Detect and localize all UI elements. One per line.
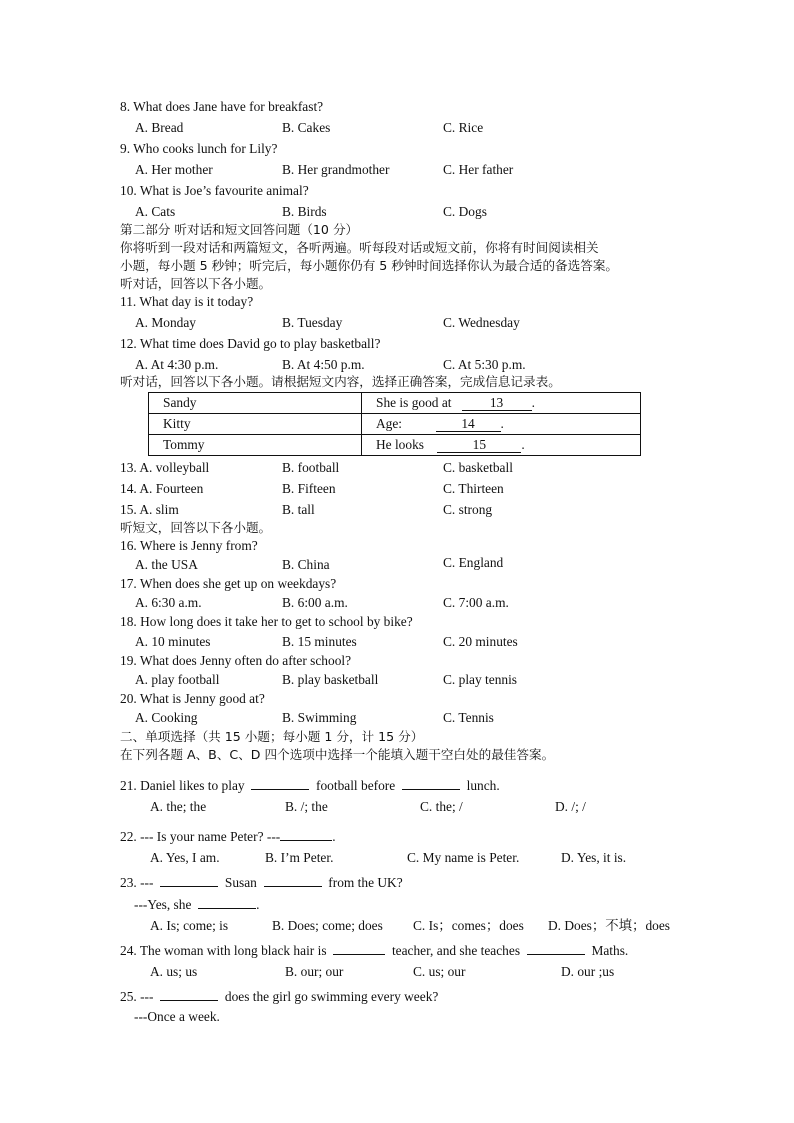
q11-stem: 11. What day is it today?: [120, 294, 254, 309]
q17-option-b: B. 6:00 a.m.: [282, 595, 348, 610]
q23-text-1: 23. ---: [120, 875, 154, 890]
q24-text-2: teacher, and she teaches: [391, 943, 521, 958]
q10-option-c: C. Dogs: [443, 204, 487, 219]
q13-option-b: B. football: [282, 460, 340, 475]
part2-title: 第二部分 听对话和短文回答问题（10 分）: [120, 222, 359, 237]
table-row: [149, 414, 641, 435]
q11-option-c: C. Wednesday: [443, 315, 520, 330]
table-cell-label: She is good at: [376, 395, 452, 410]
q23-option-c: C. Is；comes；does: [413, 918, 524, 933]
q22-option-b: B. I’m Peter.: [265, 850, 334, 865]
q18-stem: 18. How long does it take her to get to school by bike?: [120, 614, 413, 629]
q19-option-a: A. play football: [135, 672, 220, 687]
q23-option-b: B. Does; come; does: [272, 918, 383, 933]
q17-stem: 17. When does she get up on weekdays?: [120, 576, 337, 591]
q23-blank-1[interactable]: [160, 873, 218, 887]
q15-option-c: C. strong: [443, 502, 493, 517]
table-cell-label: Age:: [376, 416, 403, 431]
q22-text-1: 22. --- Is your name Peter? ---: [120, 829, 281, 844]
q22-option-c: C. My name is Peter.: [407, 850, 520, 865]
q23-line2-text: ---Yes, she: [134, 897, 192, 912]
q23-stem: [120, 873, 403, 891]
q24-text-3: Maths.: [591, 943, 629, 958]
q22-text-2: .: [332, 829, 336, 844]
q21-blank-2[interactable]: [402, 776, 460, 790]
q24-stem: [120, 941, 628, 959]
q9-option-a: A. Her mother: [135, 162, 213, 177]
table-cell-name: Sandy: [149, 393, 362, 414]
part2-instruction-3: 听对话，回答以下各小题。: [120, 276, 272, 291]
q11-option-a: A. Monday: [135, 315, 196, 330]
q21-text-1: 21. Daniel likes to play: [120, 778, 245, 793]
q15-option-a: 15. A. slim: [120, 502, 179, 517]
q24-option-c: C. us; our: [413, 964, 466, 979]
q12-option-a: A. At 4:30 p.m.: [135, 357, 219, 372]
table-cell-name: Kitty: [149, 414, 362, 435]
q24-blank-2[interactable]: [527, 941, 585, 955]
q23-text-3: from the UK?: [328, 875, 403, 890]
q18-option-a: A. 10 minutes: [135, 634, 211, 649]
q12-stem: 12. What time does David go to play basketball?: [120, 336, 381, 351]
answer-blank-15[interactable]: 15: [437, 437, 521, 453]
q22-stem: [120, 827, 336, 845]
q17-option-c: C. 7:00 a.m.: [443, 595, 509, 610]
q23-blank-3[interactable]: [198, 895, 256, 909]
q16-option-a: A. the USA: [135, 557, 198, 572]
q14-option-a: 14. A. Fourteen: [120, 481, 204, 496]
q21-option-c: C. the; /: [420, 799, 463, 814]
q22-option-d: D. Yes, it is.: [561, 850, 627, 865]
q24-blank-1[interactable]: [333, 941, 385, 955]
q8-option-a: A. Bread: [135, 120, 184, 135]
table-cell-info: Age: 14 .: [362, 414, 641, 435]
q16-option-b: B. China: [282, 557, 330, 572]
q16-option-c: C. England: [443, 555, 504, 570]
q14-option-c: C. Thirteen: [443, 481, 504, 496]
q24-option-a: A. us; us: [150, 964, 198, 979]
q25-text-2: does the girl go swimming every week?: [224, 989, 439, 1004]
info-record-table: [148, 392, 641, 456]
table-cell-name: Tommy: [149, 435, 362, 456]
q19-option-b: B. play basketball: [282, 672, 379, 687]
q10-stem: 10. What is Joe’s favourite animal?: [120, 183, 309, 198]
q17-option-a: A. 6:30 a.m.: [135, 595, 202, 610]
q12-option-b: B. At 4:50 p.m.: [282, 357, 365, 372]
q9-stem: 9. Who cooks lunch for Lily?: [120, 141, 278, 156]
q21-option-b: B. /; the: [285, 799, 328, 814]
q20-option-a: A. Cooking: [135, 710, 198, 725]
table-cell-label: He looks: [376, 437, 424, 452]
q9-option-b: B. Her grandmother: [282, 162, 390, 177]
q21-text-3: lunch.: [466, 778, 500, 793]
q13-option-c: C. basketball: [443, 460, 513, 475]
q21-option-d: D. /; /: [555, 799, 586, 814]
q25-answer-line: ---Once a week.: [134, 1009, 220, 1024]
answer-blank-13[interactable]: 13: [462, 395, 532, 411]
q20-stem: 20. What is Jenny good at?: [120, 691, 265, 706]
q21-blank-1[interactable]: [251, 776, 309, 790]
q21-text-2: football before: [316, 778, 396, 793]
q22-option-a: A. Yes, I am.: [150, 850, 220, 865]
q23-option-d: D. Does；不填；does: [548, 918, 670, 933]
q16-stem: 16. Where is Jenny from?: [120, 538, 258, 553]
q23-option-a: A. Is; come; is: [150, 918, 229, 933]
q11-option-b: B. Tuesday: [282, 315, 343, 330]
q12-option-c: C. At 5:30 p.m.: [443, 357, 526, 372]
q24-text-1: 24. The woman with long black hair is: [120, 943, 327, 958]
passage-instruction: 听短文，回答以下各小题。: [120, 520, 272, 535]
table-row: [149, 435, 641, 456]
table-instruction: 听对话，回答以下各小题。请根据短文内容，选择正确答案，完成信息记录表。: [120, 374, 561, 389]
q19-stem: 19. What does Jenny often do after school?: [120, 653, 352, 668]
q23-answer-line: [134, 895, 259, 913]
section2-title: 二、单项选择（共 15 小题；每小题 1 分，计 15 分）: [120, 729, 424, 744]
part2-instruction-2: 小题，每小题 5 秒钟；听完后，每小题你仍有 5 秒钟时间选择你认为最合适的备选答案。: [120, 258, 619, 273]
q24-option-d: D. our ;us: [561, 964, 615, 979]
q10-option-a: A. Cats: [135, 204, 176, 219]
q8-option-c: C. Rice: [443, 120, 484, 135]
q21-option-a: A. the; the: [150, 799, 207, 814]
q22-blank[interactable]: [280, 827, 332, 841]
table-cell-info: He looks 15 .: [362, 435, 641, 456]
q15-option-b: B. tall: [282, 502, 315, 517]
q8-option-b: B. Cakes: [282, 120, 331, 135]
part2-instruction-1: 你将听到一段对话和两篇短文，各听两遍。听每段对话或短文前，你将有时间阅读相关: [120, 240, 599, 255]
q23-blank-2[interactable]: [264, 873, 322, 887]
q18-option-c: C. 20 minutes: [443, 634, 518, 649]
section2-instruction: 在下列各题 A、B、C、D 四个选项中选择一个能填入题干空白处的最佳答案。: [120, 747, 555, 762]
q14-option-b: B. Fifteen: [282, 481, 336, 496]
q18-option-b: B. 15 minutes: [282, 634, 357, 649]
q8-stem: 8. What does Jane have for breakfast?: [120, 99, 324, 114]
q25-text-1: 25. ---: [120, 989, 154, 1004]
q13-option-a: 13. A. volleyball: [120, 460, 210, 475]
q20-option-b: B. Swimming: [282, 710, 357, 725]
answer-blank-14[interactable]: 14: [436, 416, 501, 432]
q25-stem: [120, 987, 438, 1005]
q24-option-b: B. our; our: [285, 964, 344, 979]
q25-blank[interactable]: [160, 987, 218, 1001]
table-row: [149, 393, 641, 414]
q20-option-c: C. Tennis: [443, 710, 494, 725]
q23-text-2: Susan: [224, 875, 257, 890]
q19-option-c: C. play tennis: [443, 672, 518, 687]
q9-option-c: C. Her father: [443, 162, 514, 177]
q10-option-b: B. Birds: [282, 204, 327, 219]
table-cell-info: She is good at 13 .: [362, 393, 641, 414]
q21-stem: [120, 776, 500, 794]
q23-line2-end: .: [256, 897, 260, 912]
